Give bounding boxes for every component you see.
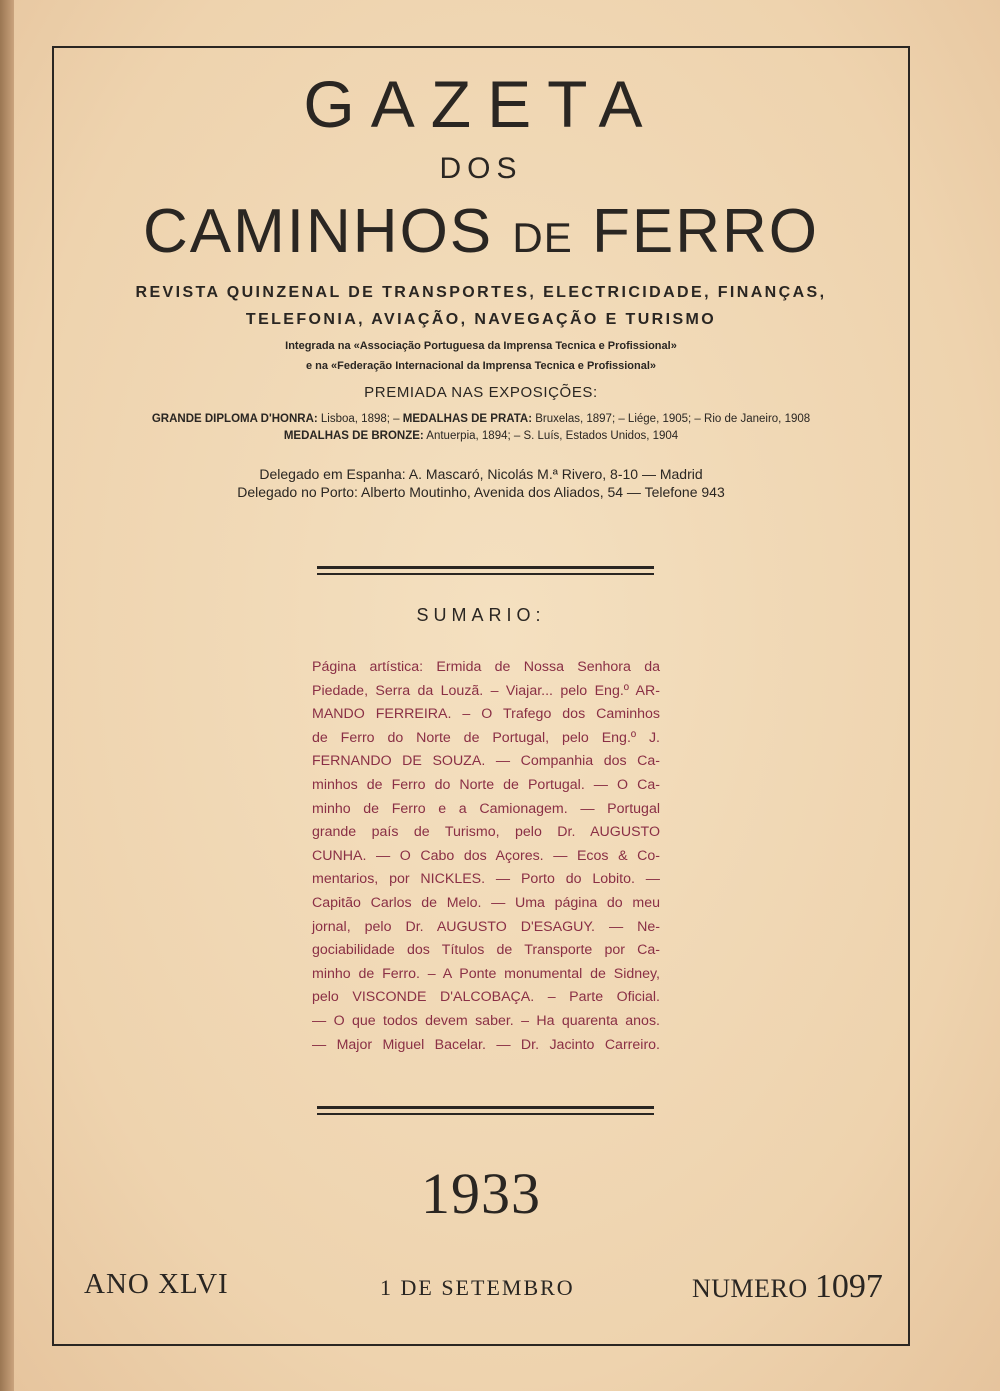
award-lisboa: Lisboa, 1898; – — [320, 413, 400, 425]
masthead-title-caminhos-de-ferro — [52, 196, 910, 267]
summary-line: minho de Ferro e a Camionagem. — Portugal — [312, 800, 660, 817]
issue-volume: ANO XLVI — [84, 1268, 229, 1300]
summary-line: de Ferro do Norte de Portugal, pelo Eng.º J. — [312, 729, 660, 746]
summary-line: — O que todos devem saber. – Ha quarenta anos. — [312, 1012, 660, 1029]
summary-line: CUNHA. — O Cabo dos Açores. — Ecos & Co- — [312, 847, 660, 864]
award-medalhas-prata: MEDALHAS DE PRATA: — [402, 413, 533, 425]
awards-line-2 — [52, 430, 910, 442]
summary-line: Página artística: Ermida de Nossa Senhora da — [312, 659, 660, 675]
binding-spine — [0, 0, 14, 1391]
issue-date: 1 DE SETEMBRO — [380, 1275, 575, 1300]
award-medalhas-bronze: MEDALHAS DE BRONZE: — [283, 430, 424, 442]
summary-line: jornal, pelo Dr. AUGUSTO D'ESAGUY. — Ne- — [312, 918, 660, 935]
divider-rule-top — [317, 566, 654, 575]
summary-line: pelo VISCONDE D'ALCOBAÇA. – Parte Oficial. — [312, 989, 660, 1006]
award-grande-diploma: GRANDE DIPLOMA D'HONRA: — [151, 413, 318, 425]
summary-line: minho de Ferro. – A Ponte monumental de Sidney, — [312, 965, 660, 982]
award-prata-places: Bruxelas, 1897; – Liége, 1905; – Rio de Janeiro, 1908 — [535, 413, 811, 425]
issue-number-label: NUMERO — [692, 1274, 808, 1303]
title-word-caminhos: CAMINHOS — [143, 197, 494, 266]
masthead-title-dos: DOS — [439, 152, 523, 185]
summary-line: gociabilidade dos Títulos de Transporte por Ca- — [312, 942, 660, 959]
issue-number — [692, 1268, 883, 1306]
title-word-ferro: FERRO — [591, 197, 819, 266]
issue-number-value: 1097 — [814, 1268, 883, 1305]
summary-text — [312, 656, 660, 1057]
delegate-spain: Delegado em Espanha: A. Mascaró, Nicolás M.ª Rivero, 8-10 — Madrid — [259, 466, 703, 482]
summary-line: grande país de Turismo, pelo Dr. AUGUSTO — [312, 824, 660, 841]
summary-line: minhos de Ferro do Norte de Portugal. — O Ca- — [312, 776, 660, 793]
subtitle-line-2: TELEFONIA, AVIAÇÃO, NAVEGAÇÃO E TURISMO — [245, 311, 717, 328]
integration-line-1: Integrada na «Associação Portuguesa da Imprensa Tecnica e Profissional» — [285, 340, 677, 352]
issue-year: 1933 — [421, 1161, 541, 1226]
premiada-heading: PREMIADA NAS EXPOSIÇÕES: — [364, 384, 598, 401]
summary-line: — Major Miguel Bacelar. — Dr. Jacinto Carreiro. — [312, 1036, 660, 1053]
masthead-title-gazeta: GAZETA — [303, 67, 659, 141]
summary-line: Piedade, Serra da Louzã. – Viajar... pelo Eng.º AR- — [312, 682, 660, 699]
summary-line: MANDO FERREIRA. – O Trafego dos Caminhos — [312, 706, 660, 723]
integration-line-2: e na «Federação Internacional da Imprensa Tecnica e Profissional» — [305, 360, 657, 372]
summary-heading: SUMARIO: — [416, 605, 546, 625]
awards-line-1 — [52, 413, 910, 425]
delegate-porto: Delegado no Porto: Alberto Moutinho, Avenida dos Aliados, 54 — Telefone 943 — [237, 484, 725, 500]
summary-line: Capitão Carlos de Melo. — Uma página do meu — [312, 894, 660, 911]
divider-rule-bottom — [317, 1106, 654, 1115]
summary-line: FERNANDO DE SOUZA. — Companhia dos Ca- — [312, 753, 660, 770]
title-word-de: DE — [512, 214, 573, 261]
award-bronze-places: Antuerpia, 1894; – S. Luís, Estados Unidos, 1904 — [426, 430, 679, 442]
subtitle-line-1: REVISTA QUINZENAL DE TRANSPORTES, ELECTRICIDADE, FINANÇAS, — [135, 284, 827, 301]
summary-line: mentarios, por NICKLES. — Porto do Lobito. — — [312, 871, 660, 888]
